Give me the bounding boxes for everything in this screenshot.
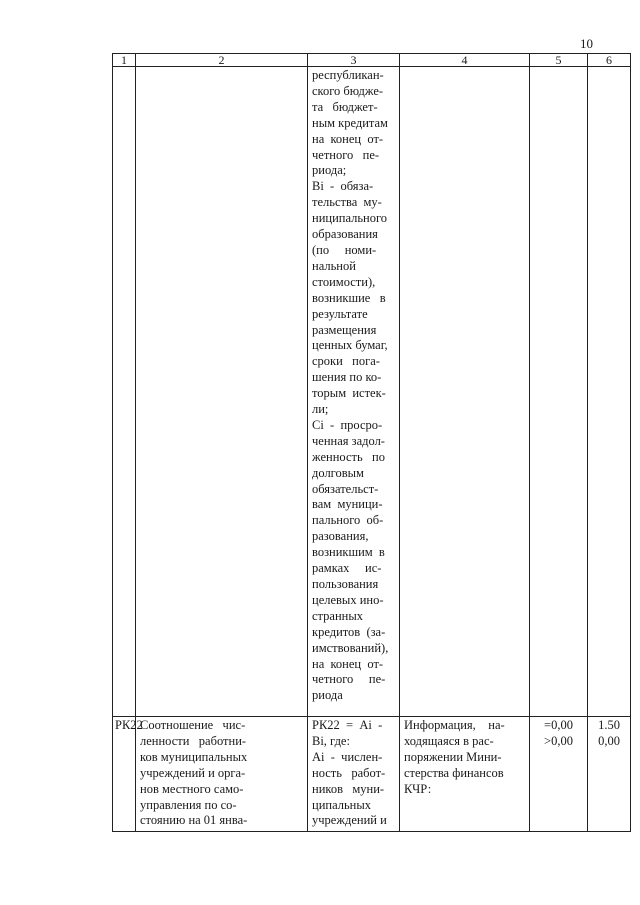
rk22-source: Информация, на- ходящаяся в рас- поряжении Мини- стерства финансов КЧР:	[400, 717, 530, 832]
cont-col6	[588, 67, 631, 717]
cont-col1	[113, 67, 136, 717]
cont-col3-formula-text: республикан- ского бюдже- та бюджет- ным кредитам на конец от- четного пе- риода; Bi - обяза- тельства му- ниципального образования (по номи- нальной стоимости), возникшие в результате размещения ценных бумаг, сроки пога- шения по ко- торым истек- ли; Ci - просро- ченная задол- женность по долговым обязательст- вам муници- пального об- разования, возникшим в рамках ис- пользования целевых ино- странных кредитов (за- имствований), на конец от- четного пе- риода	[308, 67, 400, 717]
cont-col4	[400, 67, 530, 717]
table-row-continuation	[113, 67, 631, 717]
header-cell-2: 2	[136, 54, 308, 67]
rk22-thresholds: =0,00 >0,00	[530, 717, 588, 832]
rk22-code: РК22	[113, 717, 136, 832]
cont-col2	[136, 67, 308, 717]
table-header-row	[113, 54, 631, 67]
table-row-rk22	[113, 717, 631, 832]
header-cell-5: 5	[530, 54, 588, 67]
cont-col5	[530, 67, 588, 717]
rk22-formula: РК22 = Ai - Bi, где: Ai - числен- ность работ- ников муни- ципальных учреждений и	[308, 717, 400, 832]
indicator-table	[112, 53, 631, 832]
header-cell-3: 3	[308, 54, 400, 67]
header-cell-1: 1	[113, 54, 136, 67]
rk22-indicator-name: Соотношение чис- ленности работни- ков муниципальных учреждений и орга- нов местного само- управления по со- стоянию на 01 янва-	[136, 717, 308, 832]
header-cell-6: 6	[588, 54, 631, 67]
page-number: 10	[580, 36, 593, 51]
header-cell-4: 4	[400, 54, 530, 67]
rk22-scores: 1.50 0,00	[588, 717, 631, 832]
